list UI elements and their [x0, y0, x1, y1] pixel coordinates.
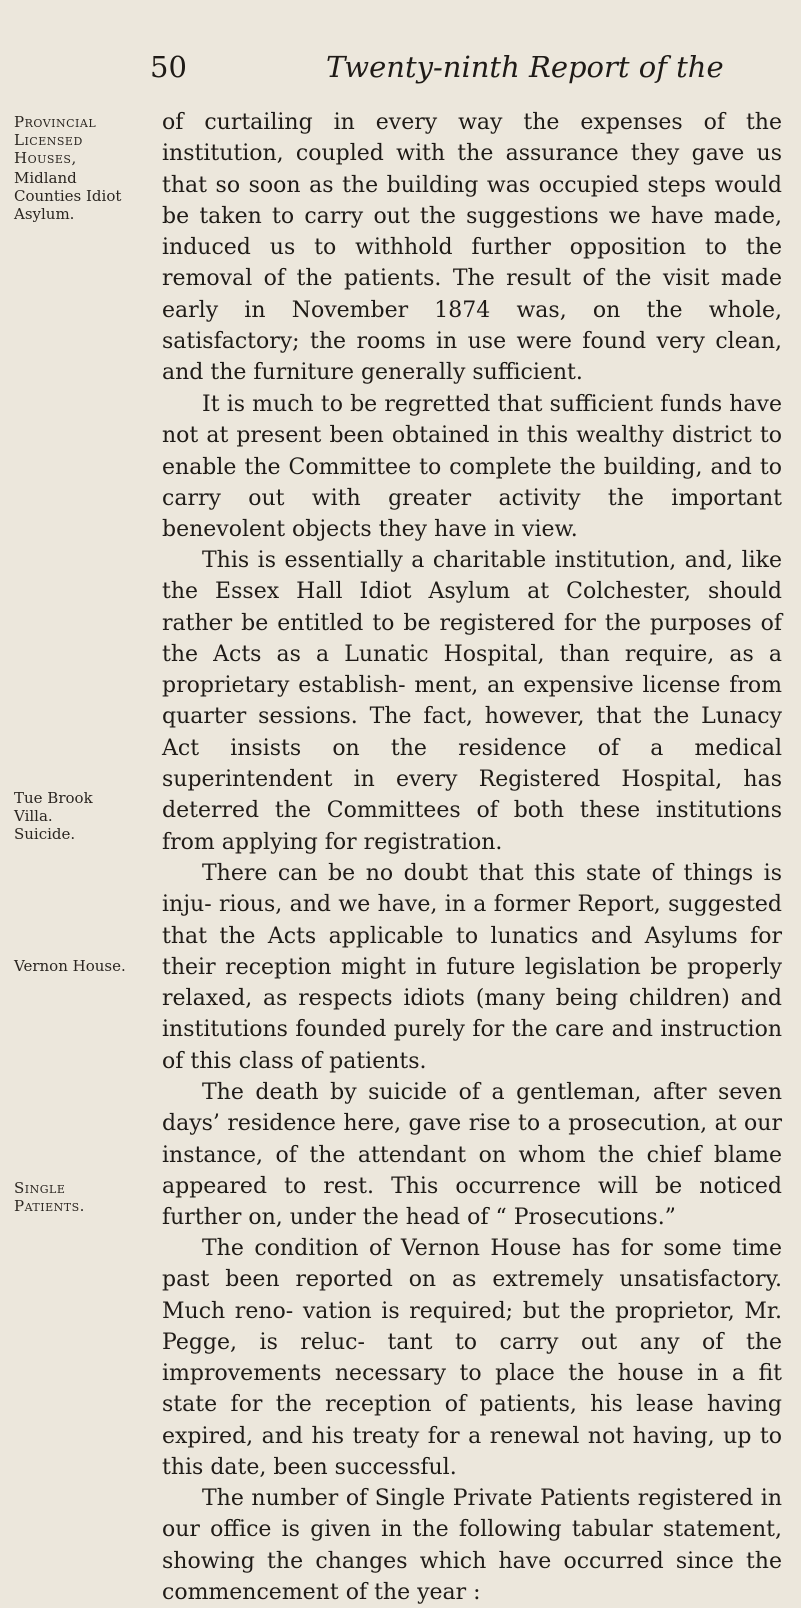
paragraph-7: The number of Single Private Patients registered in our office is given in the following tabular statement, showing the changes which have occurred since the commencement of the year :	[162, 1486, 782, 1605]
paragraph-1: of curtailing in every way the expenses of the institution, coupled with the assurance they gave us that so soon as the building was occupied steps would be taken to carry out the suggestions we have made, induced us to withhold further opposition to the removal of the patients. The result of the visit made early in November 1874 was, on the whole, satisfactory; the rooms in use were found very clean, and the furniture generally sufficient.	[162, 110, 782, 386]
margin-note-single-patients	[14, 1179, 154, 1215]
margin-note-vernon-house-text: Vernon House.	[14, 957, 126, 975]
margin-note-midland: Midland	[14, 169, 77, 187]
margin-note-houses: Houses,	[14, 149, 77, 167]
paragraph-6: The condition of Vernon House has for some time past been reported on as extremely unsatisfactory. Much reno- vation is required; but the proprietor, Mr. Pegge, is reluc- tant to carry out any of the improvements necessary to place the house in a fit state for the reception of patients, his lease having expired, and his treaty for a renewal not having, up to this date, been successful.	[162, 1236, 782, 1481]
margin-note-villa: Villa.	[14, 807, 53, 825]
page-header	[0, 48, 801, 88]
paragraph-2: It is much to be regretted that sufficient funds have not at present been obtained in this wealthy district to enable the Committee to complete the building, and to carry out with greater activity the important benevolent objects they have in view.	[162, 392, 782, 543]
margin-note-licensed: Licensed	[14, 131, 83, 149]
paragraph-5: The death by suicide of a gentleman, after seven days’ residence here, gave rise to a prosecution, at our instance, of the attendant on whom the chief blame appeared to rest. This occurrence will be noticed further on, under the head of “ Prosecutions.”	[162, 1080, 782, 1231]
margin-note-counties-idiot: Counties Idiot	[14, 187, 122, 205]
margin-note-provincial-licensed-houses	[14, 113, 154, 167]
margin-note-single: Single	[14, 1179, 66, 1197]
page-number: 50	[150, 50, 187, 84]
margin-note-midland-asylum	[14, 169, 154, 223]
paragraph-3: This is essentially a charitable institution, and, like the Essex Hall Idiot Asylum at Colchester, should rather be entitled to be registered for the purposes of the Acts as a Lunatic Hospital, than require, as a proprietary establish- ment, an expensive license from quarter sessions. The fact, however, that the Lunacy Act insists on the residence of a medical superintendent in every Registered Hospital, has deterred the Committees of both these institutions from applying for registration.	[162, 548, 782, 855]
margin-note-tue-brook: Tue Brook	[14, 789, 93, 807]
paragraph-4: There can be no doubt that this state of things is inju- rious, and we have, in a former Report, suggested that the Acts applicable to lunatics and Asylums for their reception might in future legislation be properly relaxed, as respects idiots (many being children) and institutions founded purely for the care and instruction of this class of patients.	[162, 861, 782, 1074]
margin-note-vernon-house	[14, 957, 154, 975]
margin-note-suicide: Suicide.	[14, 825, 76, 843]
margin-note-tue-brook-villa	[14, 789, 154, 843]
margin-note-asylum: Asylum.	[14, 205, 75, 223]
margin-note-patients: Patients.	[14, 1197, 85, 1215]
margin-note-provincial: Provincial	[14, 113, 97, 131]
running-title: Twenty-ninth Report of the	[326, 50, 724, 84]
